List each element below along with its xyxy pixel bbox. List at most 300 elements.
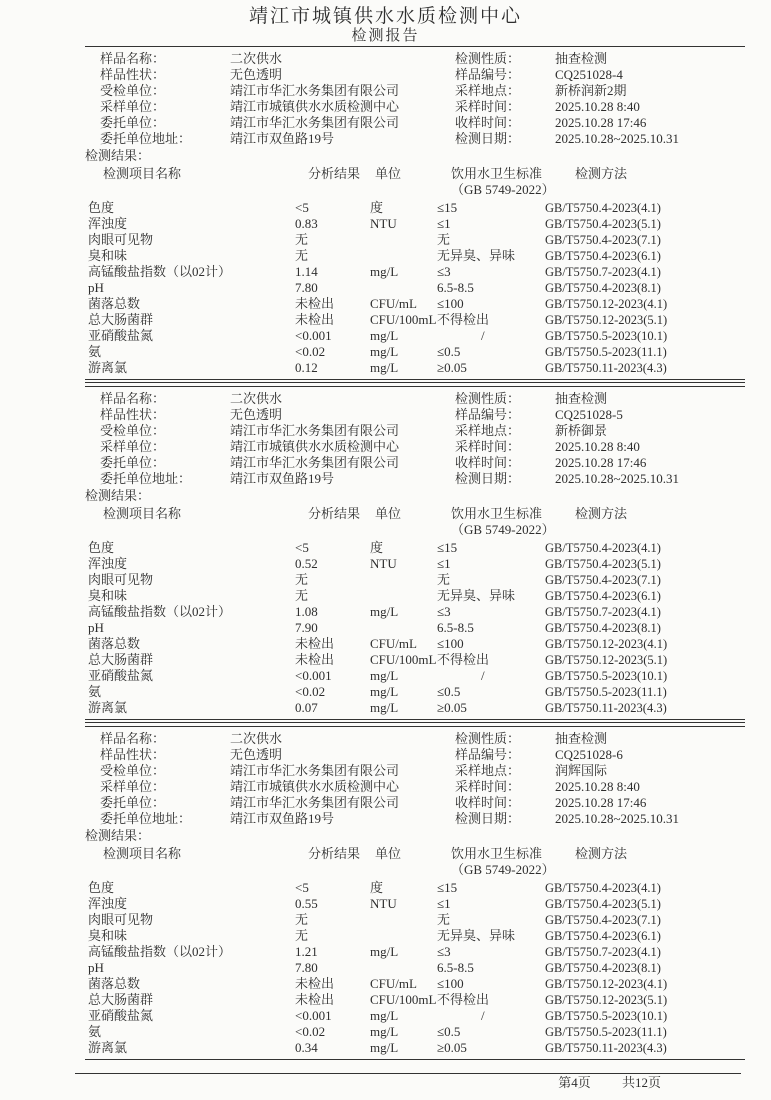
info-label: 样品编号： (455, 747, 521, 762)
col-header-result: 分析结果 (308, 846, 361, 861)
cell-result: 0.12 (295, 360, 318, 375)
info-row (100, 439, 455, 455)
col-header-unit: 单位 (375, 506, 402, 521)
cell-unit (365, 620, 433, 636)
table-row (85, 636, 745, 652)
info-row (100, 99, 455, 115)
info-row (100, 391, 455, 407)
cell-unit: mg/L (370, 1024, 399, 1039)
cell-standard: ≤0.5 (437, 1024, 461, 1039)
cell-item: 菌落总数 (88, 976, 141, 991)
info-row (100, 471, 455, 487)
info-row (455, 115, 745, 131)
cell-standard: ≤3 (437, 944, 451, 959)
info-value: 2025.10.28 17:46 (555, 455, 647, 470)
results-heading: 检测结果： (85, 828, 151, 843)
table-row (85, 960, 745, 976)
col-header-standard: 饮用水卫生标准 （GB 5749-2022） (451, 846, 555, 877)
info-row (455, 811, 745, 827)
info-label: 收样时间： (455, 455, 521, 470)
cell-unit (365, 232, 433, 248)
info-value: 靖江市华汇水务集团有限公司 (230, 83, 400, 98)
col-header-unit: 单位 (375, 166, 402, 181)
cell-item: 亚硝酸盐氮 (88, 328, 154, 343)
table-bottom-rule (85, 719, 745, 720)
cell-standard: 6.5-8.5 (437, 280, 474, 295)
table-row (85, 896, 745, 912)
cell-result: 7.80 (295, 960, 318, 975)
cell-result: 未检出 (295, 312, 335, 327)
cell-item: 菌落总数 (88, 636, 141, 651)
cell-item: 浑浊度 (88, 216, 128, 231)
cell-unit: mg/L (370, 700, 399, 715)
cell-unit: CFU/100mL (370, 312, 437, 327)
cell-standard: 无异臭、异味 (437, 588, 516, 603)
results-table-body (85, 880, 745, 1056)
results-table-body (85, 200, 745, 376)
info-value: 2025.10.28~2025.10.31 (555, 131, 680, 146)
table-row (85, 880, 745, 896)
cell-result: 无 (295, 232, 309, 247)
cell-standard: 无 (437, 912, 451, 927)
cell-unit: mg/L (370, 944, 399, 959)
info-label: 检测性质： (455, 731, 521, 746)
results-table-header (85, 166, 745, 198)
info-value: 靖江市双鱼路19号 (230, 131, 335, 146)
table-row (85, 312, 745, 328)
cell-standard: ≤3 (437, 604, 451, 619)
cell-item: 肉眼可见物 (88, 232, 154, 247)
info-value: 靖江市华汇水务集团有限公司 (230, 115, 400, 130)
table-row (85, 216, 745, 232)
cell-item: 亚硝酸盐氮 (88, 668, 154, 683)
info-row (455, 407, 745, 423)
cell-method: GB/T5750.12-2023(5.1) (545, 313, 668, 327)
table-row (85, 248, 745, 264)
cell-result: 7.80 (295, 280, 318, 295)
cell-result: 未检出 (295, 976, 335, 991)
sample-info-right (455, 51, 745, 147)
info-row (100, 763, 455, 779)
cell-method: GB/T5750.4-2023(6.1) (545, 249, 661, 263)
cell-standard: ≥0.05 (437, 1040, 467, 1055)
cell-method: GB/T5750.12-2023(5.1) (545, 993, 668, 1007)
info-value: 2025.10.28 17:46 (555, 115, 647, 130)
cell-method: GB/T5750.12-2023(4.1) (545, 977, 668, 991)
info-label: 采样地点： (455, 423, 521, 438)
cell-standard: ≤1 (437, 896, 451, 911)
info-value: 无色透明 (230, 407, 283, 422)
col-header-method: 检测方法 (575, 846, 628, 861)
col-header-item: 检测项目名称 (103, 846, 182, 861)
info-label: 采样时间： (455, 779, 521, 794)
info-row (100, 423, 455, 439)
cell-item: 高锰酸盐指数（以02计） (88, 604, 232, 619)
table-row (85, 296, 745, 312)
cell-unit: 度 (370, 200, 384, 215)
cell-result: 1.08 (295, 604, 318, 619)
col-header-item: 检测项目名称 (103, 506, 182, 521)
sample-info (85, 731, 745, 827)
info-label: 委托单位地址： (100, 471, 192, 486)
table-row (85, 992, 745, 1008)
table-row (85, 604, 745, 620)
info-label: 委托单位： (100, 455, 166, 470)
info-row (455, 439, 745, 455)
cell-standard: ≤15 (437, 880, 458, 895)
info-value: 靖江市华汇水务集团有限公司 (230, 795, 400, 810)
cell-standard: ≤15 (437, 540, 458, 555)
cell-standard: 不得检出 (437, 992, 490, 1007)
cell-method: GB/T5750.7-2023(4.1) (545, 605, 661, 619)
info-label: 采样单位： (100, 779, 166, 794)
info-value: 2025.10.28 8:40 (555, 779, 640, 794)
info-value: 抽查检测 (555, 731, 608, 746)
cell-method: GB/T5750.12-2023(5.1) (545, 653, 668, 667)
cell-method: GB/T5750.11-2023(4.3) (545, 361, 667, 375)
table-row (85, 572, 745, 588)
info-value: 抽查检测 (555, 51, 608, 66)
info-row (455, 51, 745, 67)
cell-unit (365, 280, 433, 296)
cell-unit: mg/L (370, 328, 399, 343)
cell-item: 臭和味 (88, 248, 128, 263)
info-row (455, 391, 745, 407)
info-label: 采样时间： (455, 439, 521, 454)
info-label: 收样时间： (455, 795, 521, 810)
cell-item: 游离氯 (88, 1040, 128, 1055)
cell-unit: mg/L (370, 604, 399, 619)
cell-standard: ≤3 (437, 264, 451, 279)
info-row (455, 779, 745, 795)
results-table-body (85, 540, 745, 716)
info-value: 新桥御景 (555, 423, 608, 438)
info-value: 靖江市城镇供水水质检测中心 (230, 99, 400, 114)
cell-method: GB/T5750.7-2023(4.1) (545, 945, 661, 959)
cell-standard: ≤15 (437, 200, 458, 215)
cell-method: GB/T5750.4-2023(5.1) (545, 217, 661, 231)
cell-item: 色度 (88, 540, 115, 555)
info-label: 受检单位： (100, 83, 166, 98)
info-value: 润辉国际 (555, 763, 608, 778)
info-row (100, 795, 455, 811)
cell-method: GB/T5750.4-2023(6.1) (545, 589, 661, 603)
cell-standard: ≤0.5 (437, 344, 461, 359)
cell-unit: CFU/mL (370, 976, 417, 991)
cell-unit (365, 912, 433, 928)
cell-method: GB/T5750.5-2023(10.1) (545, 1009, 668, 1023)
cell-method: GB/T5750.4-2023(8.1) (545, 281, 661, 295)
cell-result: 未检出 (295, 636, 335, 651)
sample-info-left (85, 731, 455, 827)
page-footer (0, 1073, 771, 1092)
info-value: 无色透明 (230, 67, 283, 82)
cell-item: 浑浊度 (88, 896, 128, 911)
info-value: 2025.10.28 8:40 (555, 439, 640, 454)
cell-unit: mg/L (370, 1040, 399, 1055)
info-label: 样品性状： (100, 407, 166, 422)
info-label: 采样单位： (100, 99, 166, 114)
cell-item: pH (88, 280, 104, 295)
cell-method: GB/T5750.4-2023(7.1) (545, 573, 661, 587)
cell-result: <5 (295, 880, 309, 895)
info-label: 样品编号： (455, 67, 521, 82)
cell-unit: mg/L (370, 684, 399, 699)
table-row (85, 912, 745, 928)
sample-info-right (455, 731, 745, 827)
info-row (455, 471, 745, 487)
table-row (85, 620, 745, 636)
cell-result: 无 (295, 248, 309, 263)
info-value: 2025.10.28~2025.10.31 (555, 471, 680, 486)
cell-result: 未检出 (295, 652, 335, 667)
cell-standard: 不得检出 (437, 652, 490, 667)
col-header-standard: 饮用水卫生标准 （GB 5749-2022） (451, 166, 555, 197)
info-label: 委托单位： (100, 115, 166, 130)
cell-method: GB/T5750.4-2023(7.1) (545, 233, 661, 247)
cell-result: 0.55 (295, 896, 318, 911)
cell-standard: / (481, 1008, 485, 1023)
info-label: 检测日期： (455, 811, 521, 826)
cell-result: <0.001 (295, 328, 332, 343)
table-row (85, 1024, 745, 1040)
info-row (455, 795, 745, 811)
cell-result: 1.21 (295, 944, 318, 959)
cell-method: GB/T5750.4-2023(7.1) (545, 913, 661, 927)
cell-item: 色度 (88, 200, 115, 215)
info-value: 新桥润新2期 (555, 83, 627, 98)
cell-result: 无 (295, 912, 309, 927)
cell-standard: ≤0.5 (437, 684, 461, 699)
info-label: 受检单位： (100, 763, 166, 778)
cell-standard: ≤100 (437, 976, 464, 991)
cell-result: <0.001 (295, 1008, 332, 1023)
info-label: 采样时间： (455, 99, 521, 114)
cell-method: GB/T5750.12-2023(4.1) (545, 297, 668, 311)
info-value: 抽查检测 (555, 391, 608, 406)
cell-unit: NTU (370, 896, 397, 911)
info-row (455, 763, 745, 779)
cell-method: GB/T5750.5-2023(10.1) (545, 329, 668, 343)
cell-unit: CFU/mL (370, 296, 417, 311)
cell-item: 肉眼可见物 (88, 572, 154, 587)
cell-unit: mg/L (370, 264, 399, 279)
cell-item: 浑浊度 (88, 556, 128, 571)
footer-page-number (0, 1074, 771, 1092)
cell-method: GB/T5750.4-2023(8.1) (545, 621, 661, 635)
cell-unit: mg/L (370, 668, 399, 683)
info-row (100, 731, 455, 747)
cell-result: <5 (295, 540, 309, 555)
cell-item: 臭和味 (88, 928, 128, 943)
cell-unit: CFU/100mL (370, 652, 437, 667)
cell-result: 无 (295, 588, 309, 603)
cell-method: GB/T5750.5-2023(11.1) (545, 685, 667, 699)
info-value: CQ251028-4 (555, 67, 623, 82)
cell-result: 0.52 (295, 556, 318, 571)
report-title: 靖江市城镇供水水质检测中心 (248, 6, 522, 27)
cell-item: 高锰酸盐指数（以02计） (88, 944, 232, 959)
cell-result: 无 (295, 928, 309, 943)
sample-info (85, 391, 745, 487)
cell-unit: mg/L (370, 360, 399, 375)
results-table-header (85, 506, 745, 538)
info-label: 样品名称： (100, 391, 166, 406)
sample-info-left (85, 391, 455, 487)
cell-item: 肉眼可见物 (88, 912, 154, 927)
col-header-method: 检测方法 (575, 506, 628, 521)
cell-standard: ≤1 (437, 556, 451, 571)
cell-result: <0.001 (295, 668, 332, 683)
report-section (85, 47, 745, 380)
cell-item: 氨 (88, 684, 102, 699)
info-label: 采样单位： (100, 439, 166, 454)
col-header-method: 检测方法 (575, 166, 628, 181)
sample-info-left (85, 51, 455, 147)
table-bottom-rule (85, 1059, 745, 1060)
info-label: 收样时间： (455, 115, 521, 130)
cell-result: <0.02 (295, 1024, 326, 1039)
cell-standard: 6.5-8.5 (437, 620, 474, 635)
table-row (85, 668, 745, 684)
cell-item: 菌落总数 (88, 296, 141, 311)
info-value: 靖江市华汇水务集团有限公司 (230, 455, 400, 470)
cell-result: <5 (295, 200, 309, 215)
report-body (0, 47, 771, 1060)
info-value: 2025.10.28 17:46 (555, 795, 647, 810)
col-header-unit: 单位 (375, 846, 402, 861)
table-row (85, 944, 745, 960)
cell-result: 无 (295, 572, 309, 587)
cell-result: <0.02 (295, 344, 326, 359)
results-table-header (85, 846, 745, 878)
sample-info (85, 51, 745, 147)
col-header-result: 分析结果 (308, 506, 361, 521)
cell-unit: 度 (370, 540, 384, 555)
info-value: 无色透明 (230, 747, 283, 762)
info-row (455, 99, 745, 115)
info-value: 2025.10.28~2025.10.31 (555, 811, 680, 826)
footer-total-label: 共12页 (621, 1075, 661, 1090)
info-label: 样品名称： (100, 51, 166, 66)
cell-unit: mg/L (370, 1008, 399, 1023)
cell-item: 氨 (88, 344, 102, 359)
info-label: 受检单位： (100, 423, 166, 438)
col-header-item: 检测项目名称 (103, 166, 182, 181)
cell-method: GB/T5750.11-2023(4.3) (545, 701, 667, 715)
info-value: CQ251028-5 (555, 407, 623, 422)
table-row (85, 200, 745, 216)
results-heading: 检测结果： (85, 148, 151, 163)
info-label: 委托单位地址： (100, 811, 192, 826)
table-row (85, 928, 745, 944)
table-row (85, 264, 745, 280)
cell-item: 氨 (88, 1024, 102, 1039)
info-row (100, 455, 455, 471)
cell-unit (365, 248, 433, 264)
info-label: 检测日期： (455, 131, 521, 146)
cell-method: GB/T5750.12-2023(4.1) (545, 637, 668, 651)
info-label: 采样地点： (455, 763, 521, 778)
cell-item: 游离氯 (88, 360, 128, 375)
cell-item: 游离氯 (88, 700, 128, 715)
cell-standard: 6.5-8.5 (437, 960, 474, 975)
info-value: 靖江市双鱼路19号 (230, 811, 335, 826)
table-row (85, 232, 745, 248)
info-row (100, 67, 455, 83)
info-label: 检测日期： (455, 471, 521, 486)
info-row (100, 811, 455, 827)
cell-result: 1.14 (295, 264, 318, 279)
cell-item: 亚硝酸盐氮 (88, 1008, 154, 1023)
cell-unit: NTU (370, 216, 397, 231)
cell-standard: 不得检出 (437, 312, 490, 327)
table-bottom-rule (85, 379, 745, 380)
info-row (455, 747, 745, 763)
info-row (100, 747, 455, 763)
cell-method: GB/T5750.4-2023(8.1) (545, 961, 661, 975)
info-row (455, 67, 745, 83)
cell-item: 总大肠菌群 (88, 652, 154, 667)
info-label: 委托单位： (100, 795, 166, 810)
info-row (100, 131, 455, 147)
table-row (85, 360, 745, 376)
cell-unit (365, 928, 433, 944)
table-row (85, 280, 745, 296)
table-row (85, 344, 745, 360)
cell-method: GB/T5750.4-2023(5.1) (545, 897, 661, 911)
cell-standard: ≤100 (437, 636, 464, 651)
cell-unit (365, 572, 433, 588)
cell-unit: mg/L (370, 344, 399, 359)
cell-item: 总大肠菌群 (88, 992, 154, 1007)
info-value: 靖江市双鱼路19号 (230, 471, 335, 486)
cell-result: 0.07 (295, 700, 318, 715)
info-label: 检测性质： (455, 51, 521, 66)
cell-method: GB/T5750.5-2023(10.1) (545, 669, 668, 683)
cell-item: 臭和味 (88, 588, 128, 603)
cell-standard: 无 (437, 572, 451, 587)
cell-item: 总大肠菌群 (88, 312, 154, 327)
cell-standard: 无异臭、异味 (437, 928, 516, 943)
table-row (85, 1040, 745, 1056)
cell-standard: / (481, 328, 485, 343)
info-value: 2025.10.28 8:40 (555, 99, 640, 114)
table-row (85, 588, 745, 604)
table-row (85, 976, 745, 992)
info-row (100, 407, 455, 423)
info-value: 二次供水 (230, 51, 283, 66)
cell-result: <0.02 (295, 684, 326, 699)
info-value: 靖江市华汇水务集团有限公司 (230, 423, 400, 438)
info-row (455, 423, 745, 439)
info-label: 样品性状： (100, 67, 166, 82)
cell-standard: 无异臭、异味 (437, 248, 516, 263)
cell-result: 7.90 (295, 620, 318, 635)
cell-standard: ≥0.05 (437, 360, 467, 375)
cell-result: 0.83 (295, 216, 318, 231)
cell-method: GB/T5750.11-2023(4.3) (545, 1041, 667, 1055)
cell-item: pH (88, 620, 104, 635)
info-label: 委托单位地址： (100, 131, 192, 146)
cell-result: 未检出 (295, 992, 335, 1007)
info-row (100, 83, 455, 99)
cell-standard: / (481, 668, 485, 683)
table-row (85, 684, 745, 700)
info-value: 靖江市华汇水务集团有限公司 (230, 763, 400, 778)
cell-item: 色度 (88, 880, 115, 895)
cell-method: GB/T5750.4-2023(4.1) (545, 541, 661, 555)
